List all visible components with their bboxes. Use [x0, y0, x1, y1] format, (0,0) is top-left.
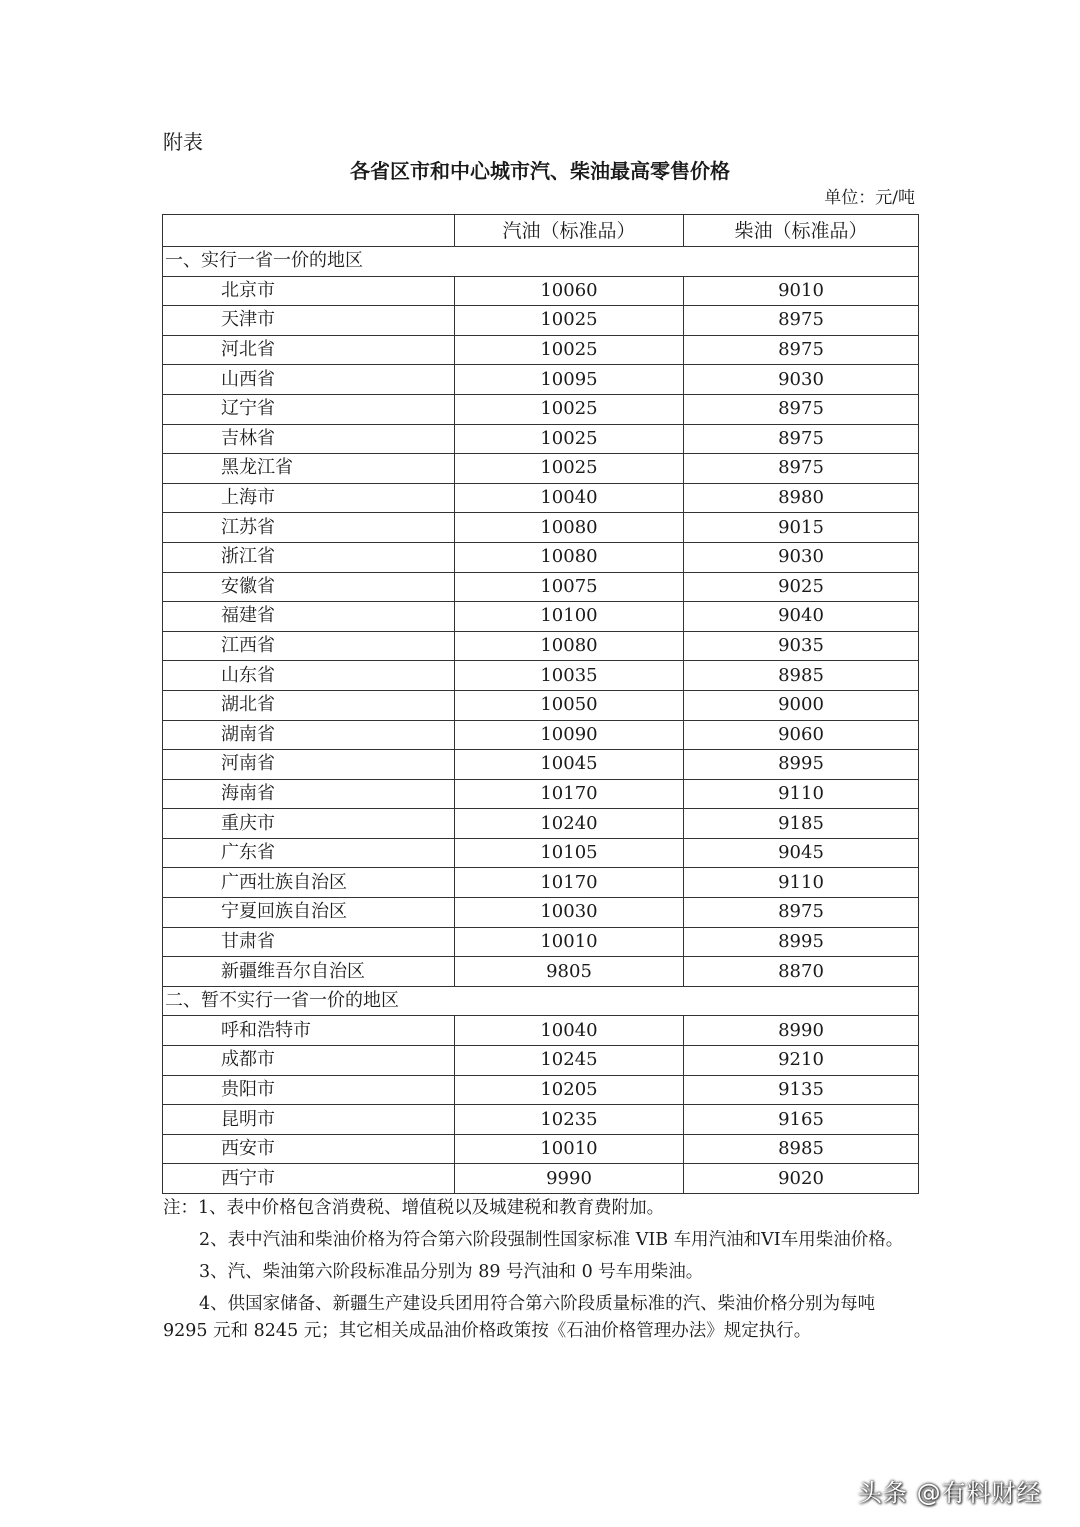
- table-row: [163, 809, 919, 839]
- note-4: 4、供国家储备、新疆生产建设兵团用符合第六阶段质量标准的汽、柴油价格分别为每吨 9295 元和 8245 元；其它相关成品油价格政策按《石油价格管理办法》规定执行。: [163, 1294, 876, 1341]
- header-region-cell: [163, 215, 455, 247]
- diesel-price-cell: 8975: [684, 898, 919, 928]
- notes: [163, 1195, 917, 1350]
- region-name-cell: 呼和浩特市: [163, 1016, 455, 1046]
- diesel-price-cell: 8975: [684, 335, 919, 365]
- diesel-price-cell: 9110: [684, 868, 919, 898]
- gasoline-price-cell: 10245: [455, 1046, 684, 1076]
- region-name-cell: 辽宁省: [163, 394, 455, 424]
- table-row: [163, 1016, 919, 1046]
- diesel-price-cell: 8975: [684, 306, 919, 336]
- region-name-cell: 福建省: [163, 602, 455, 632]
- gasoline-price-cell: 10035: [455, 661, 684, 691]
- table-row: [163, 454, 919, 484]
- gasoline-price-cell: 10170: [455, 779, 684, 809]
- section-title: 一、实行一省一价的地区: [163, 247, 919, 277]
- watermark-text: 头条 @有料财经: [858, 1479, 1042, 1507]
- table-row: [163, 424, 919, 454]
- table-row: [163, 572, 919, 602]
- note-3: 3、汽、柴油第六阶段标准品分别为 89 号汽油和 0 号车用柴油。: [199, 1262, 704, 1282]
- diesel-price-cell: 9015: [684, 513, 919, 543]
- gasoline-price-cell: 10010: [455, 1134, 684, 1164]
- table-row: [163, 868, 919, 898]
- gasoline-price-cell: 10025: [455, 454, 684, 484]
- diesel-price-cell: 9045: [684, 838, 919, 868]
- region-name-cell: 山西省: [163, 365, 455, 395]
- table-row: [163, 513, 919, 543]
- gasoline-price-cell: 9990: [455, 1164, 684, 1194]
- gasoline-price-cell: 10090: [455, 720, 684, 750]
- diesel-price-cell: 9135: [684, 1075, 919, 1105]
- gasoline-price-cell: 10080: [455, 542, 684, 572]
- region-name-cell: 北京市: [163, 276, 455, 306]
- gasoline-price-cell: 10045: [455, 750, 684, 780]
- gasoline-price-cell: 10095: [455, 365, 684, 395]
- table-row: [163, 542, 919, 572]
- diesel-price-cell: 9025: [684, 572, 919, 602]
- diesel-price-cell: 8870: [684, 957, 919, 987]
- table-row: [163, 779, 919, 809]
- table-row: [163, 1164, 919, 1194]
- region-name-cell: 宁夏回族自治区: [163, 898, 455, 928]
- diesel-price-cell: 8975: [684, 424, 919, 454]
- diesel-price-cell: 9040: [684, 602, 919, 632]
- price-table: [162, 214, 919, 1194]
- diesel-price-cell: 8985: [684, 1134, 919, 1164]
- table-row: [163, 1105, 919, 1135]
- gasoline-price-cell: 10205: [455, 1075, 684, 1105]
- table-row: [163, 602, 919, 632]
- gasoline-price-cell: 10075: [455, 572, 684, 602]
- region-name-cell: 河南省: [163, 750, 455, 780]
- header-diesel-cell: 柴油（标准品）: [684, 215, 919, 247]
- region-name-cell: 上海市: [163, 483, 455, 513]
- diesel-price-cell: 8995: [684, 750, 919, 780]
- diesel-price-cell: 8975: [684, 394, 919, 424]
- table-row: [163, 1046, 919, 1076]
- section-title: 二、暂不实行一省一价的地区: [163, 986, 919, 1016]
- diesel-price-cell: 9035: [684, 631, 919, 661]
- gasoline-price-cell: 10100: [455, 602, 684, 632]
- region-name-cell: 昆明市: [163, 1105, 455, 1135]
- diesel-price-cell: 8975: [684, 454, 919, 484]
- table-row: [163, 483, 919, 513]
- region-name-cell: 海南省: [163, 779, 455, 809]
- gasoline-price-cell: 10080: [455, 513, 684, 543]
- region-name-cell: 黑龙江省: [163, 454, 455, 484]
- gasoline-price-cell: 10060: [455, 276, 684, 306]
- table-row: [163, 335, 919, 365]
- table-row: [163, 1075, 919, 1105]
- diesel-price-cell: 9210: [684, 1046, 919, 1076]
- region-name-cell: 江苏省: [163, 513, 455, 543]
- diesel-price-cell: 9060: [684, 720, 919, 750]
- table-row: [163, 306, 919, 336]
- region-name-cell: 成都市: [163, 1046, 455, 1076]
- diesel-price-cell: 9030: [684, 542, 919, 572]
- note-2: 2、表中汽油和柴油价格为符合第六阶段强制性国家标准 VIB 车用汽油和VI车用柴油价格。: [199, 1230, 904, 1250]
- gasoline-price-cell: 9805: [455, 957, 684, 987]
- annex-label: 附表: [163, 130, 203, 154]
- diesel-price-cell: 8990: [684, 1016, 919, 1046]
- gasoline-price-cell: 10105: [455, 838, 684, 868]
- table-row: [163, 838, 919, 868]
- header-gasoline-cell: 汽油（标准品）: [455, 215, 684, 247]
- section-row: [163, 247, 919, 277]
- region-name-cell: 山东省: [163, 661, 455, 691]
- region-name-cell: 广东省: [163, 838, 455, 868]
- table-row: [163, 720, 919, 750]
- gasoline-price-cell: 10025: [455, 424, 684, 454]
- table-row: [163, 927, 919, 957]
- gasoline-price-cell: 10025: [455, 394, 684, 424]
- gasoline-price-cell: 10040: [455, 483, 684, 513]
- region-name-cell: 甘肃省: [163, 927, 455, 957]
- diesel-price-cell: 9110: [684, 779, 919, 809]
- gasoline-price-cell: 10050: [455, 690, 684, 720]
- table-row: [163, 365, 919, 395]
- diesel-price-cell: 8985: [684, 661, 919, 691]
- unit-note: 单位：元/吨: [824, 188, 915, 208]
- table-row: [163, 957, 919, 987]
- table-row: [163, 898, 919, 928]
- section-row: [163, 986, 919, 1016]
- price-table-body: [163, 215, 919, 1194]
- region-name-cell: 贵阳市: [163, 1075, 455, 1105]
- region-name-cell: 湖北省: [163, 690, 455, 720]
- region-name-cell: 西宁市: [163, 1164, 455, 1194]
- page-title: 各省区市和中心城市汽、柴油最高零售价格: [350, 159, 730, 183]
- region-name-cell: 江西省: [163, 631, 455, 661]
- gasoline-price-cell: 10235: [455, 1105, 684, 1135]
- table-row: [163, 631, 919, 661]
- gasoline-price-cell: 10170: [455, 868, 684, 898]
- region-name-cell: 西安市: [163, 1134, 455, 1164]
- diesel-price-cell: 9000: [684, 690, 919, 720]
- gasoline-price-cell: 10080: [455, 631, 684, 661]
- table-row: [163, 1134, 919, 1164]
- gasoline-price-cell: 10040: [455, 1016, 684, 1046]
- gasoline-price-cell: 10025: [455, 306, 684, 336]
- region-name-cell: 湖南省: [163, 720, 455, 750]
- table-row: [163, 750, 919, 780]
- gasoline-price-cell: 10010: [455, 927, 684, 957]
- gasoline-price-cell: 10240: [455, 809, 684, 839]
- table-row: [163, 690, 919, 720]
- gasoline-price-cell: 10025: [455, 335, 684, 365]
- diesel-price-cell: 9010: [684, 276, 919, 306]
- diesel-price-cell: 8995: [684, 927, 919, 957]
- diesel-price-cell: 9030: [684, 365, 919, 395]
- region-name-cell: 浙江省: [163, 542, 455, 572]
- table-row: [163, 276, 919, 306]
- diesel-price-cell: 9020: [684, 1164, 919, 1194]
- region-name-cell: 重庆市: [163, 809, 455, 839]
- diesel-price-cell: 9185: [684, 809, 919, 839]
- region-name-cell: 广西壮族自治区: [163, 868, 455, 898]
- table-header-row: [163, 215, 919, 247]
- gasoline-price-cell: 10030: [455, 898, 684, 928]
- region-name-cell: 新疆维吾尔自治区: [163, 957, 455, 987]
- note-1: 注：1、表中价格包含消费税、增值税以及城建税和教育费附加。: [163, 1198, 665, 1218]
- region-name-cell: 河北省: [163, 335, 455, 365]
- table-row: [163, 394, 919, 424]
- table-row: [163, 661, 919, 691]
- diesel-price-cell: 9165: [684, 1105, 919, 1135]
- region-name-cell: 天津市: [163, 306, 455, 336]
- region-name-cell: 安徽省: [163, 572, 455, 602]
- diesel-price-cell: 8980: [684, 483, 919, 513]
- region-name-cell: 吉林省: [163, 424, 455, 454]
